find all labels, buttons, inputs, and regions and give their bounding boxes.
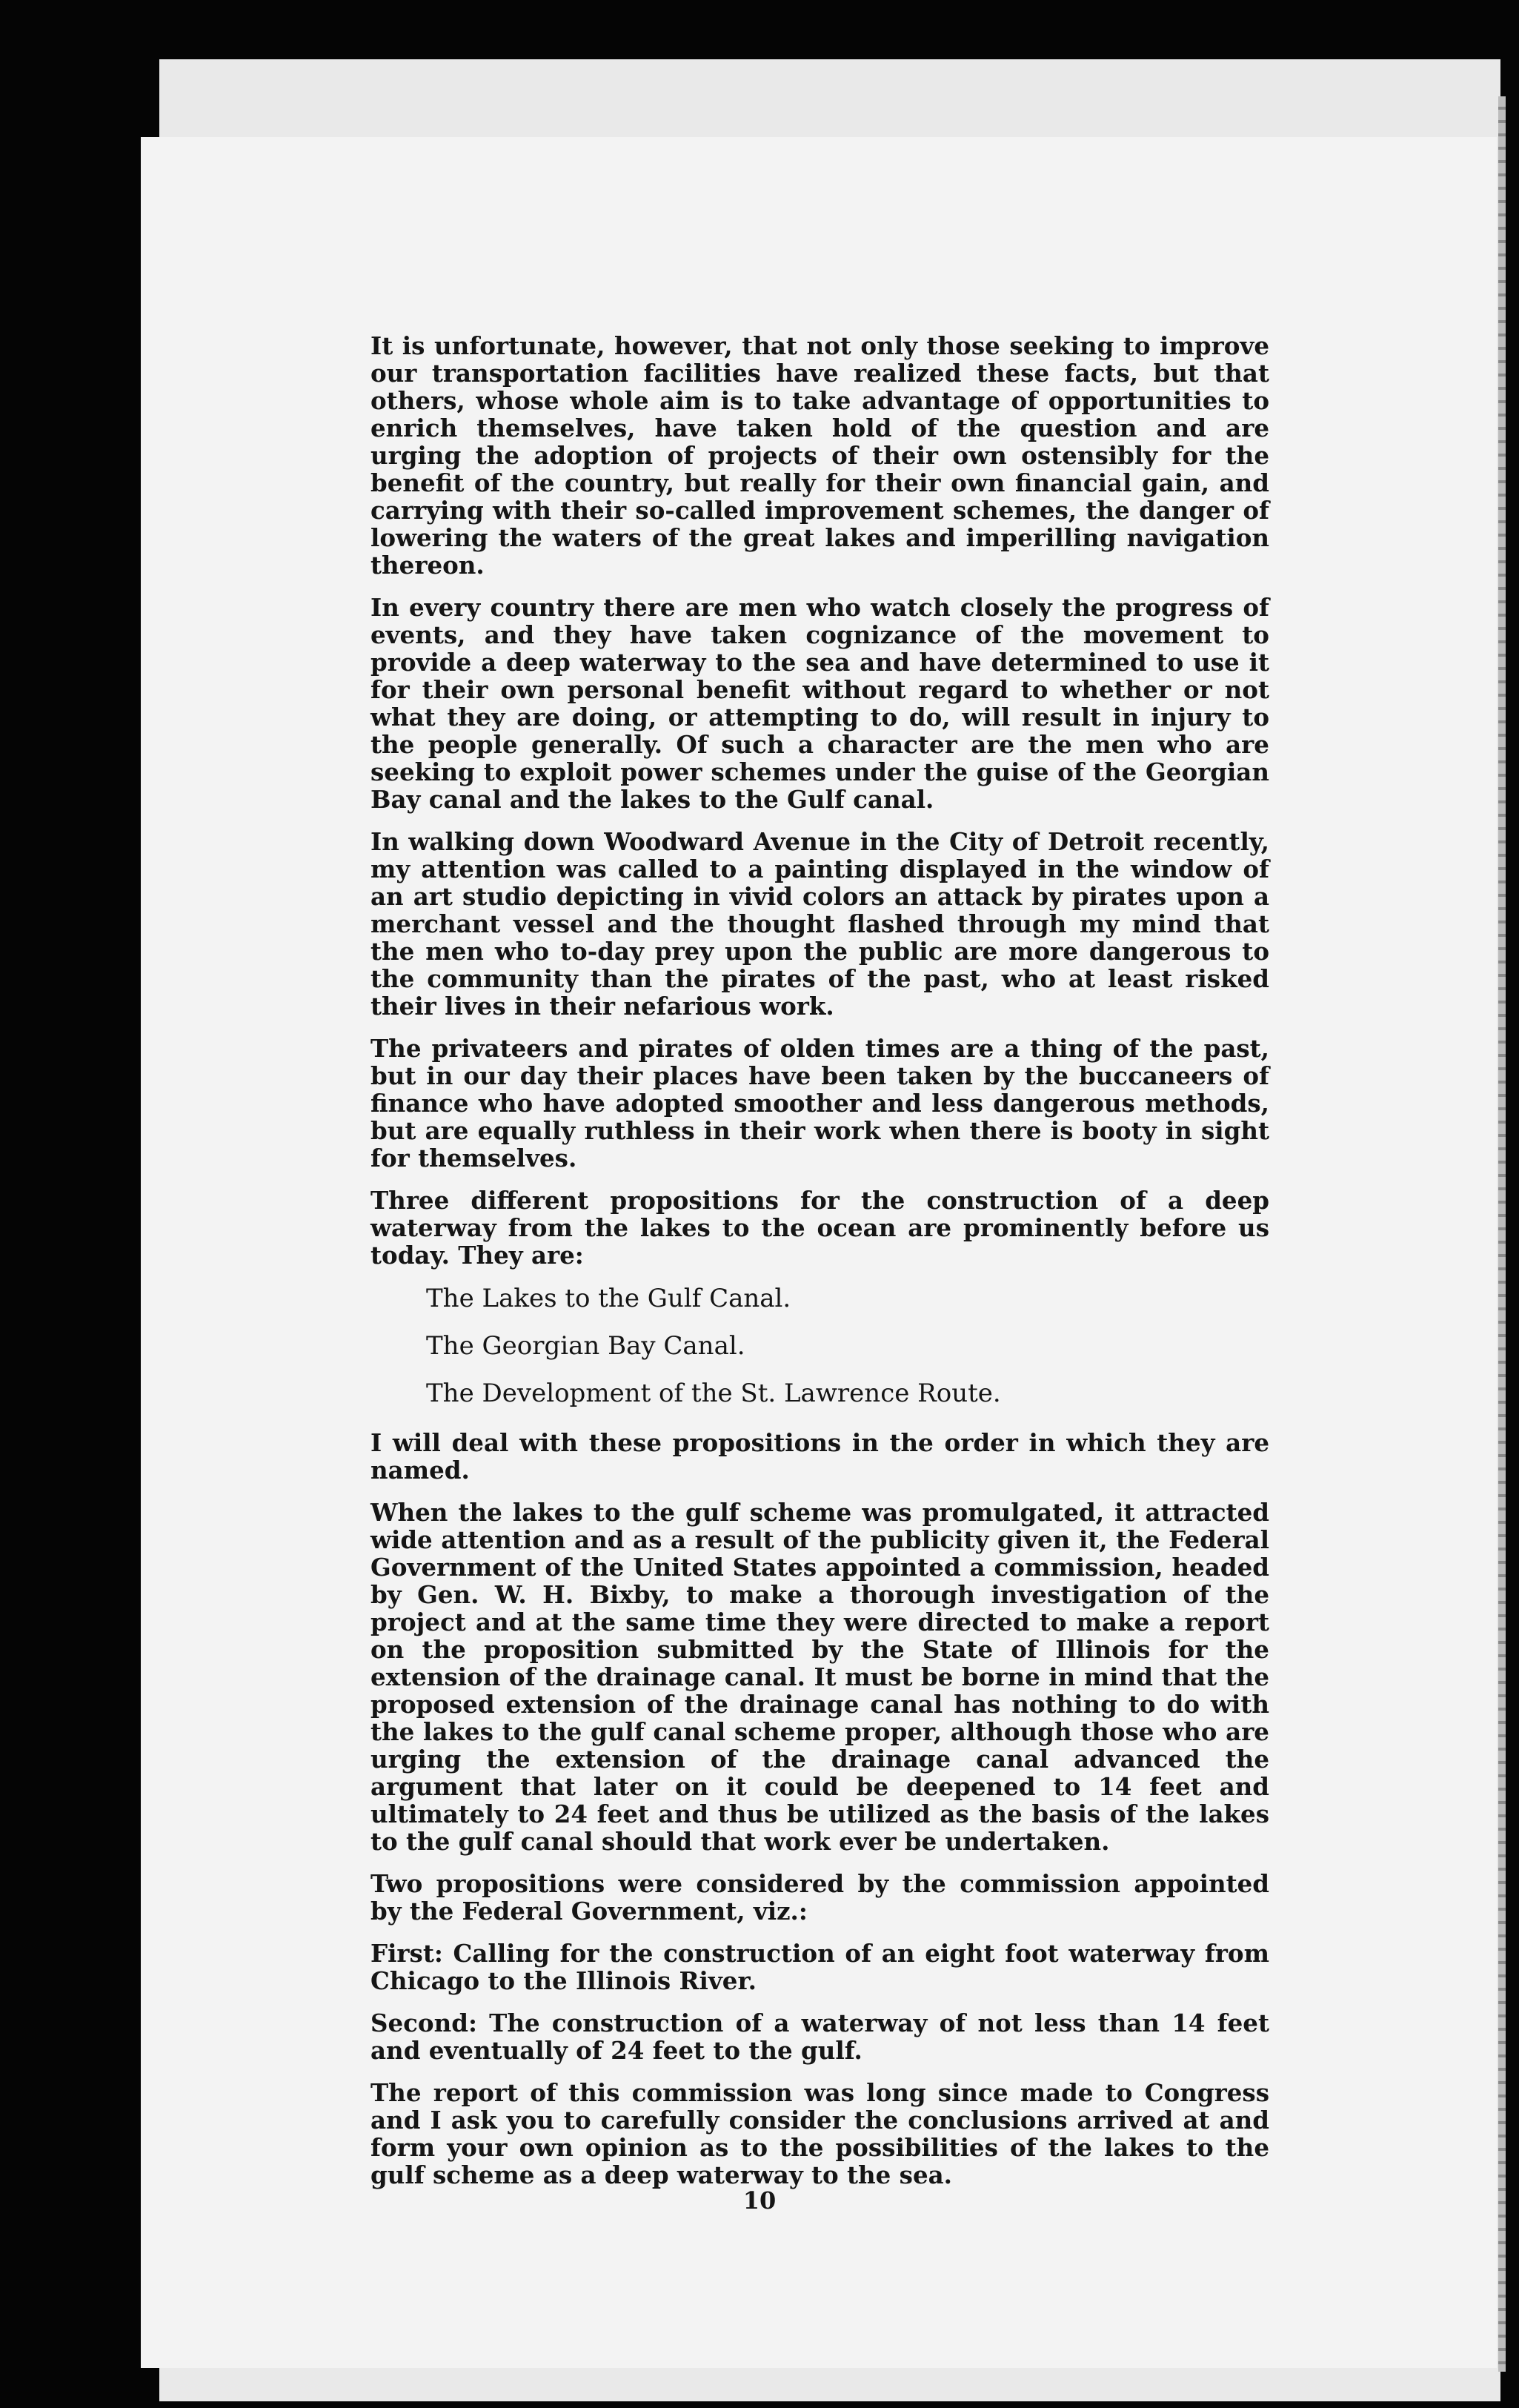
paragraph-2: In every country there are men who watch closely the progress of events, and they have taken cognizance of the movement to provide a deep waterway to the sea and have determined to use it for their own personal benefit without regard to whether or not what they are doing, or attempting to do, will result in injury to the people generally. Of such a character are the men who are seeking to exploit power schemes under the guise of the Georgian Bay canal and the lakes to the Gulf canal. [370, 593, 1269, 814]
page-stack-edge [1498, 96, 1506, 2372]
paragraph-8: Two propositions were considered by the commission appointed by the Federal Government, viz.: [370, 1869, 1269, 1926]
list-item-st-lawrence: The Development of the St. Lawrence Route. [426, 1379, 1001, 1408]
list-item-lakes-gulf: The Lakes to the Gulf Canal. [426, 1284, 791, 1313]
list-item-georgian-bay: The Georgian Bay Canal. [426, 1331, 745, 1361]
page-number: 10 [742, 2186, 777, 2215]
paragraph-6: I will deal with these propositions in the order in which they are named. [370, 1428, 1269, 1485]
paragraph-9: First: Calling for the construction of an eight foot waterway from Chicago to the Illinois River. [370, 1939, 1269, 1995]
paragraph-7: When the lakes to the gulf scheme was promulgated, it attracted wide attention and as a result of the publicity given it, the Federal Government of the United States appointed a commission, headed by Gen. W. H. Bixby, to make a thorough investigation of the project and at the same time they were directed to make a report on the proposition submitted by the State of Illinois for the extension of the drainage canal. It must be borne in mind that the proposed extension of the drainage canal has nothing to do with the lakes to the gulf canal scheme proper, although those who are urging the extension of the drainage canal advanced the argument that later on it could be deepened to 14 feet and ultimately to 24 feet and thus be utilized as the basis of the lakes to the gulf canal should that work ever be undertaken. [370, 1498, 1269, 1856]
body-text [370, 332, 1269, 2203]
paragraph-3: In walking down Woodward Avenue in the City of Detroit recently, my attention was called to a painting displayed in the window of an art studio depicting in vivid colors an attack by pirates upon a merchant vessel and the thought flashed through my mind that the men who to-day prey upon the public are more dangerous to the community than the pirates of the past, who at least risked their lives in their nefarious work. [370, 827, 1269, 1021]
paragraph-10: Second: The construction of a waterway of not less than 14 feet and eventually of 24 feet to the gulf. [370, 2009, 1269, 2065]
paragraph-4: The privateers and pirates of olden times are a thing of the past, but in our day their places have been taken by the buccaneers of finance who have adopted smoother and less dangerous methods, but are equally ruthless in their work when there is booty in sight for themselves. [370, 1034, 1269, 1173]
paragraph-11: The report of this commission was long since made to Congress and I ask you to carefully consider the conclusions arrived at and form your own opinion as to the possibilities of the lakes to the gulf scheme as a deep waterway to the sea. [370, 2078, 1269, 2189]
paragraph-5: Three different propositions for the construction of a deep waterway from the lakes to the ocean are prominently before us today. They are: [370, 1186, 1269, 1270]
paragraph-1: It is unfortunate, however, that not only those seeking to improve our transportation facilities have realized these facts, but that others, whose whole aim is to take advantage of opportunities to enrich themselves, have taken hold of the question and are urging the adoption of projects of their own ostensibly for the benefit of the country, but really for their own financial gain, and carrying with their so-called improvement schemes, the danger of lowering the waters of the great lakes and imperilling navigation thereon. [370, 331, 1269, 580]
